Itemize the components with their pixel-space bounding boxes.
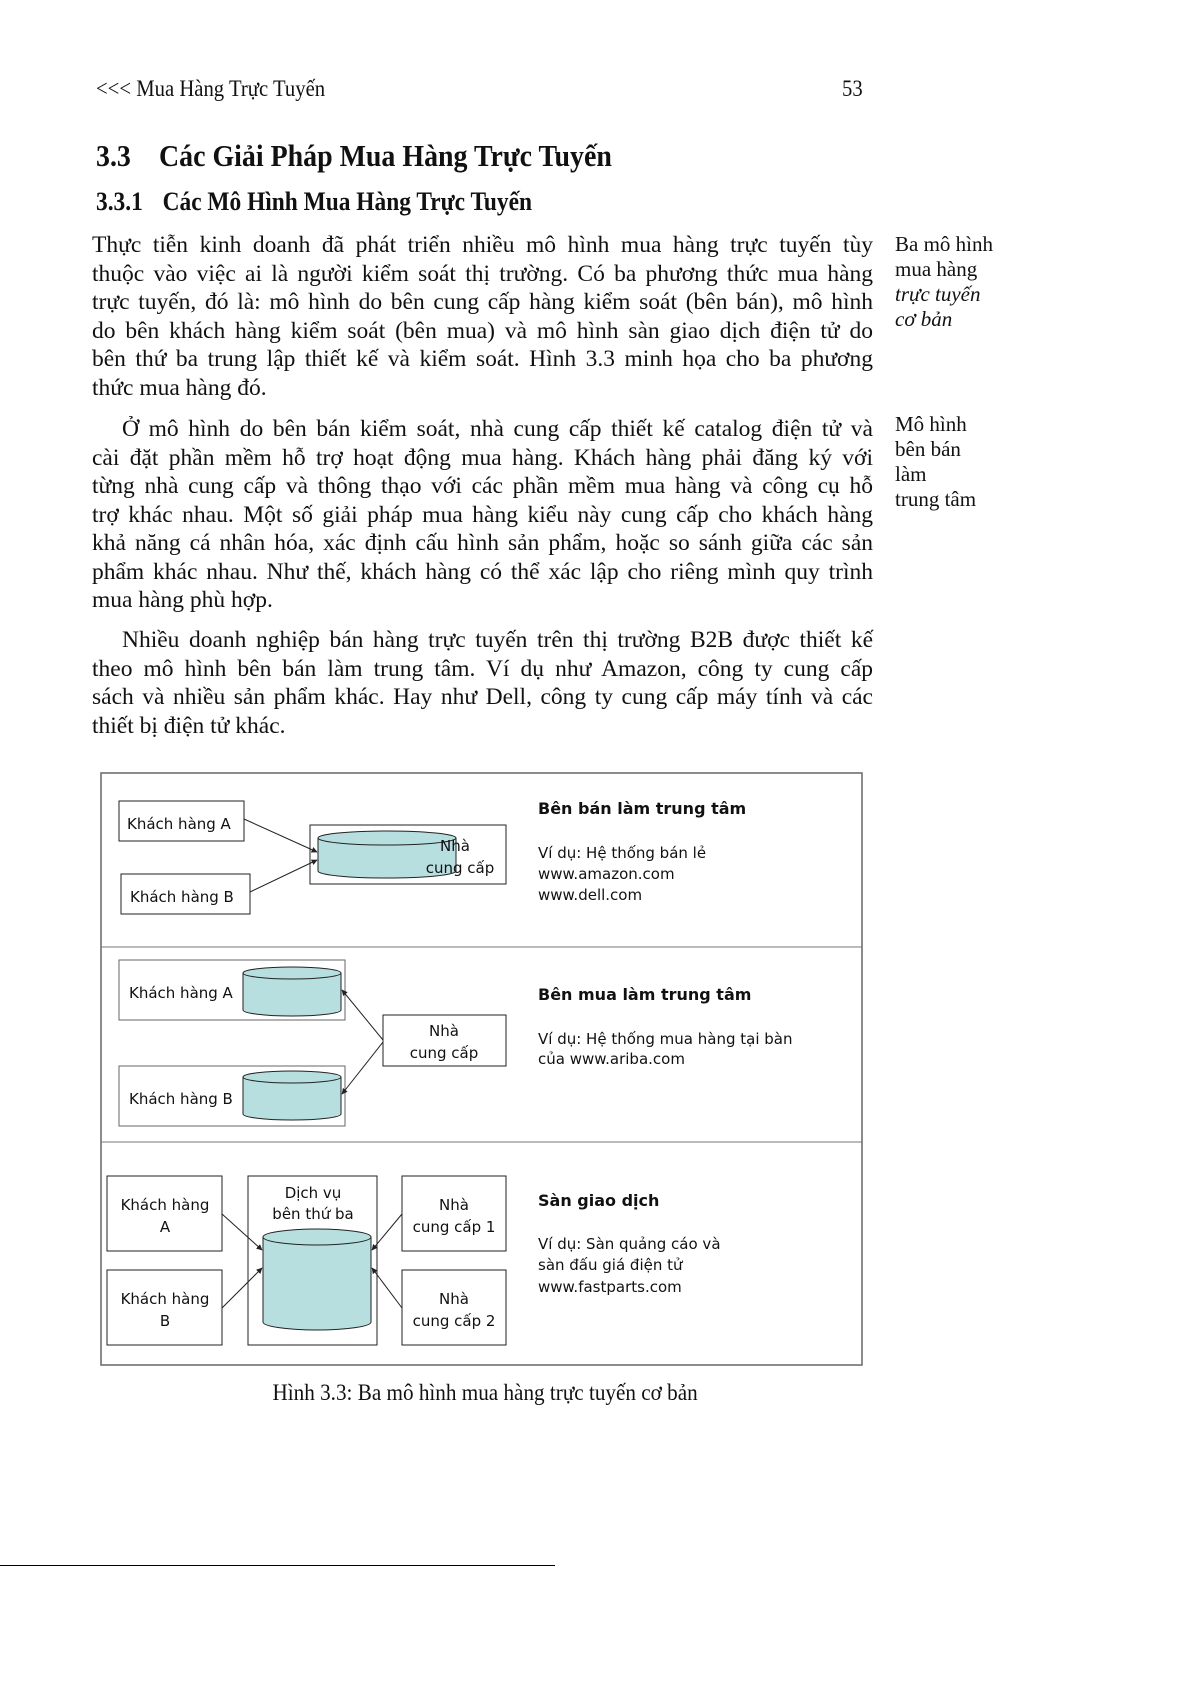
- supplier-label: cung cấp: [425, 859, 495, 877]
- panel-title: Bên bán làm trung tâm: [538, 799, 747, 818]
- supplier-label: Nhà: [429, 1022, 459, 1040]
- text-line: phẩm khác nhau. Như thế, khách hàng có thể xác lập cho riêng mình quy trình: [92, 558, 873, 585]
- example-text: www.dell.com: [538, 886, 643, 904]
- supplier-label: Nhà: [440, 837, 470, 855]
- text-line: từng nhà cung cấp và thông thạo với các phần mềm mua hàng và công cụ hỗ: [92, 473, 873, 499]
- panel-title: Bên mua làm trung tâm: [538, 985, 752, 1004]
- example-text: Ví dụ: Sàn quảng cáo và: [538, 1235, 721, 1253]
- note-line: Ba mô hình: [895, 232, 993, 256]
- text-line: thiết bị điện tử khác.: [92, 712, 286, 739]
- supplier-1-label: Nhà: [439, 1196, 469, 1214]
- example-text: sàn đấu giá điện tử: [538, 1256, 683, 1274]
- note-line: mua hàng: [895, 257, 978, 281]
- customer-a-label: Khách hàng: [120, 1196, 210, 1214]
- supplier-label: cung cấp: [409, 1044, 479, 1062]
- note-line: trực tuyến: [895, 282, 981, 306]
- panel-title: Sàn giao dịch: [538, 1191, 660, 1210]
- customer-b-label: Khách hàng B: [129, 1090, 233, 1108]
- subsection-number: 3.3.1: [96, 187, 143, 216]
- example-text: www.fastparts.com: [538, 1278, 682, 1296]
- text-line: thức mua hàng đó.: [92, 374, 267, 401]
- supplier-2-label: Nhà: [439, 1290, 469, 1308]
- database-icon: [243, 1071, 341, 1120]
- text-line: mua hàng phù hợp.: [92, 587, 273, 613]
- footer-rule: [0, 1565, 555, 1566]
- section-title: Các Giải Pháp Mua Hàng Trực Tuyến: [159, 138, 612, 173]
- section-number: 3.3: [96, 138, 131, 173]
- supplier-1-label: cung cấp 1: [412, 1218, 496, 1236]
- service-label: bên thứ ba: [272, 1205, 354, 1223]
- text-line: trực tuyến, đó là: mô hình do bên cung cấp hàng kiểm soát (bên bán), mô hình: [92, 289, 873, 315]
- text-line: bên thứ ba trung lập thiết kế và kiểm soát. Hình 3.3 minh họa cho ba phương: [92, 346, 873, 372]
- customer-a-label: A: [159, 1218, 171, 1236]
- note-line: Mô hình: [895, 412, 967, 436]
- note-line: cơ bản: [895, 307, 953, 331]
- example-text: Ví dụ: Hệ thống mua hàng tại bàn: [538, 1030, 793, 1048]
- text-line: trợ khác nhau. Một số giải pháp mua hàng kiểu này cung cấp cho khách hàng: [92, 501, 873, 528]
- text-line: thuộc vào việc ai là người kiểm soát thị trường. Có ba phương thức mua hàng: [92, 260, 873, 287]
- database-icon: [263, 1229, 371, 1330]
- text-line: sách và nhiều sản phẩm khác. Hay như Dell, công ty cung cấp máy tính và các: [92, 684, 873, 710]
- customer-b-label: B: [159, 1312, 171, 1330]
- text-line: cài đặt phần mềm hỗ trợ hoạt động mua hàng. Khách hàng phải đăng ký với: [92, 444, 873, 471]
- page-number: 53: [842, 76, 863, 101]
- running-header: <<< Mua Hàng Trực Tuyến: [96, 76, 326, 101]
- supplier-2-label: cung cấp 2: [412, 1312, 496, 1330]
- caption-text: Hình 3.3: Ba mô hình mua hàng trực tuyến cơ bản: [272, 1380, 698, 1405]
- note-line: bên bán: [895, 437, 961, 461]
- customer-a-label: Khách hàng A: [127, 815, 231, 833]
- text-line: khả năng cá nhân hóa, xác định cấu hình sản phẩm, hoặc so sánh giữa các sản: [92, 530, 873, 556]
- customer-a-label: Khách hàng A: [129, 984, 233, 1002]
- database-icon: [243, 967, 341, 1016]
- text-line: Thực tiễn kinh doanh đã phát triển nhiều mô hình mua hàng trực tuyến tùy: [92, 232, 873, 258]
- figure-caption: [0, 1380, 970, 1406]
- service-label: Dịch vụ: [284, 1184, 342, 1202]
- example-text: Ví dụ: Hệ thống bán lẻ: [538, 844, 707, 862]
- subsection-title: Các Mô Hình Mua Hàng Trực Tuyến: [162, 187, 533, 216]
- customer-b-label: Khách hàng B: [130, 888, 234, 906]
- text-line: Ở mô hình do bên bán kiểm soát, nhà cung cấp thiết kế catalog điện tử và: [122, 416, 873, 442]
- text-line: do bên khách hàng kiểm soát (bên mua) và mô hình sàn giao dịch điện tử do: [92, 317, 873, 344]
- customer-b-label: Khách hàng: [120, 1290, 210, 1308]
- text-line: theo mô hình bên bán làm trung tâm. Ví dụ như Amazon, công ty cung cấp: [92, 655, 873, 682]
- example-text: www.amazon.com: [538, 865, 675, 883]
- example-text: của www.ariba.com: [538, 1050, 685, 1068]
- note-line: làm: [895, 462, 927, 486]
- text-line: Nhiều doanh nghiệp bán hàng trực tuyến trên thị trường B2B được thiết kế: [122, 627, 873, 653]
- note-line: trung tâm: [895, 487, 977, 511]
